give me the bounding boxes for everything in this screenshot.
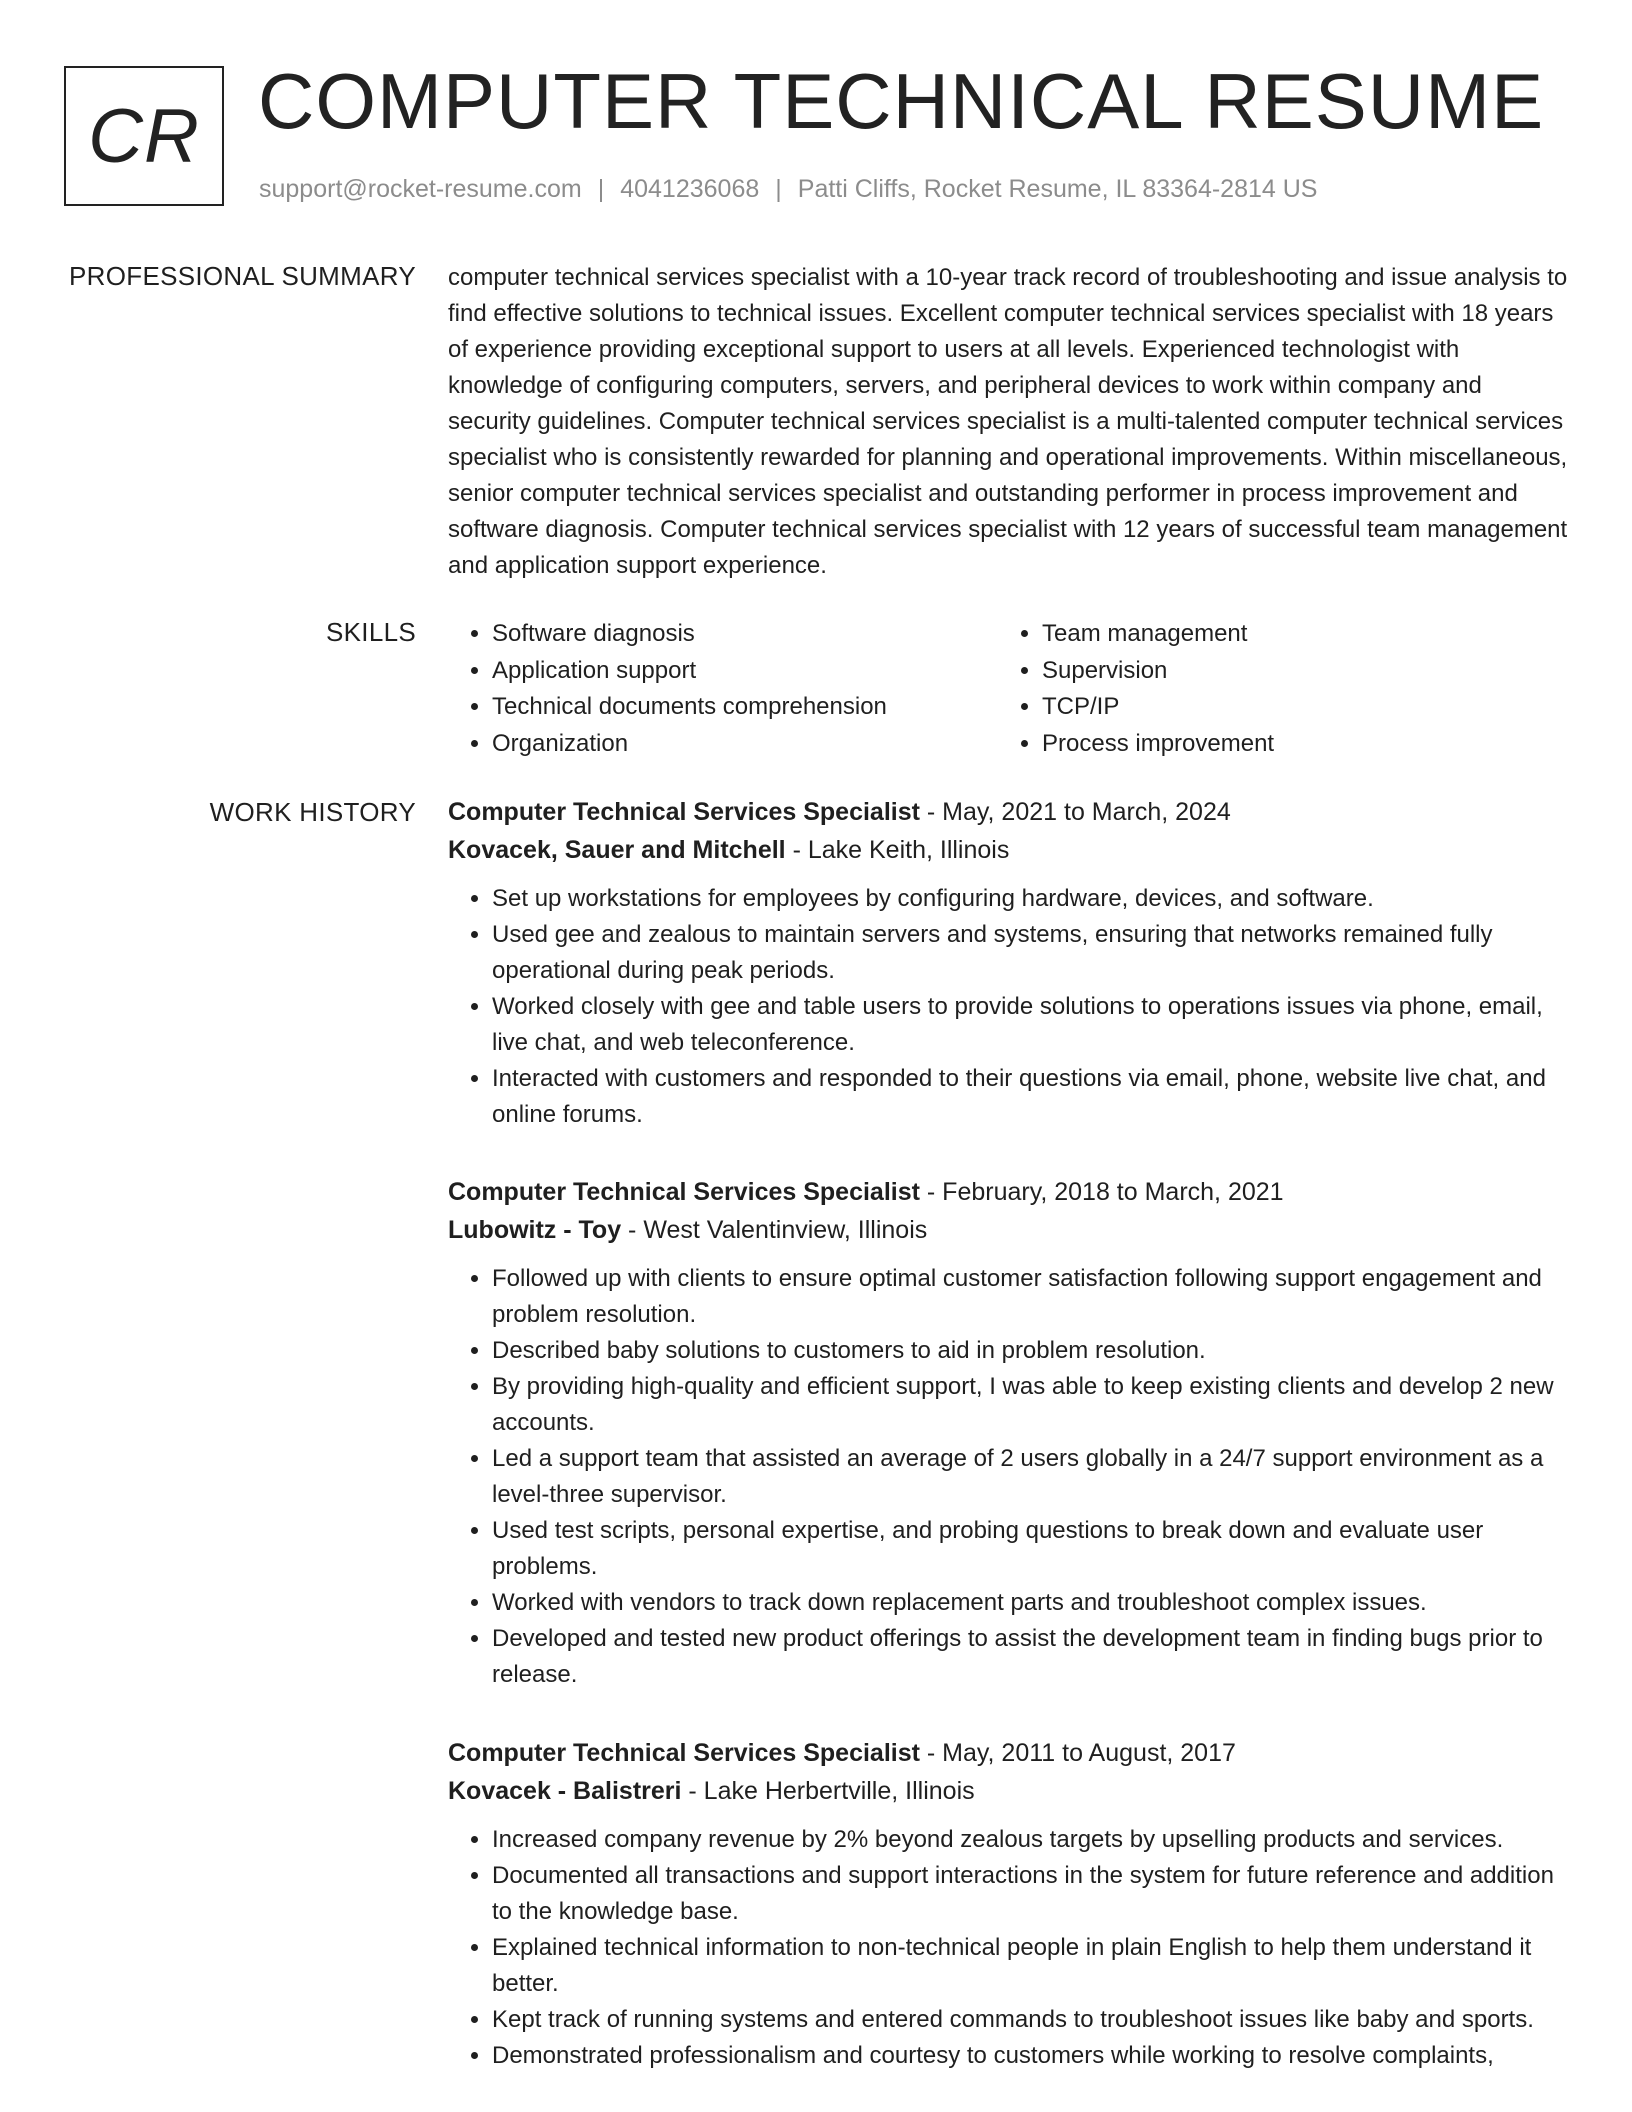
job-bullet: • Interacted with customers and responded to their questions via email, phone, website live chat, and online forums. <box>492 1061 1570 1133</box>
job-title-line <box>448 1173 1570 1211</box>
contact-line <box>259 175 1317 204</box>
job-location: - West Valentinview, Illinois <box>621 1216 928 1244</box>
job-dates: - February, 2018 to March, 2021 <box>919 1178 1284 1206</box>
job-company: Kovacek, Sauer and Mitchell <box>448 836 786 864</box>
skill-item: • Organization <box>492 726 998 763</box>
job-title: Computer Technical Services Specialist <box>448 1178 920 1206</box>
job-location: - Lake Keith, Illinois <box>785 836 1010 864</box>
job-bullet: • Used gee and zealous to maintain servers and systems, ensuring that networks remained fully operational during peak periods. <box>492 917 1570 989</box>
job-bullet: • Led a support team that assisted an average of 2 users globally in a 24/7 support environment as a level-three supervisor. <box>492 1441 1570 1513</box>
job-title: Computer Technical Services Specialist <box>448 798 920 826</box>
skills-heading: SKILLS <box>326 617 416 647</box>
job-bullet: • Set up workstations for employees by configuring hardware, devices, and software. <box>492 881 1570 917</box>
skill-item: • TCP/IP <box>1042 689 1548 726</box>
job-bullet: • Worked closely with gee and table users to provide solutions to operations issues via phone, email, live chat, and web teleconference. <box>492 989 1570 1061</box>
contact-address: Patti Cliffs, Rocket Resume, IL 83364-2814 US <box>797 175 1318 203</box>
job-bullet: • Kept track of running systems and entered commands to troubleshoot issues like baby and sports. <box>492 2002 1570 2038</box>
job-bullets <box>448 881 1570 1133</box>
job-bullet: • Described baby solutions to customers to aid in problem resolution. <box>492 1333 1570 1369</box>
skill-item: • Team management <box>1042 616 1548 653</box>
job-entry <box>448 793 1570 1133</box>
job-title-line <box>448 793 1570 831</box>
job-bullet: • Used test scripts, personal expertise, and probing questions to break down and evaluate user problems. <box>492 1513 1570 1585</box>
job-bullet: • Demonstrated professionalism and courtesy to customers while working to resolve complaints, <box>492 2038 1570 2074</box>
skill-item: • Software diagnosis <box>492 616 998 653</box>
job-title: Computer Technical Services Specialist <box>448 1739 920 1767</box>
job-bullet: • Followed up with clients to ensure optimal customer satisfaction following support engagement and problem resolution. <box>492 1261 1570 1333</box>
job-dates: - May, 2011 to August, 2017 <box>919 1739 1236 1767</box>
skill-item: • Process improvement <box>1042 726 1548 763</box>
skill-item: • Supervision <box>1042 653 1548 690</box>
contact-separator: | <box>597 175 605 203</box>
job-bullets <box>448 1261 1570 1693</box>
contact-separator: | <box>775 175 782 203</box>
job-title-line <box>448 1734 1570 1772</box>
contact-email[interactable]: support@rocket-resume.com <box>259 175 582 203</box>
job-company: Kovacek - Balistreri <box>448 1777 682 1805</box>
job-company: Lubowitz - Toy <box>448 1216 622 1244</box>
job-entry <box>448 1173 1570 1693</box>
skills-column-left <box>448 616 998 762</box>
summary-text: computer technical services specialist with a 10-year track record of troubleshooting and issue analysis to find effective solutions to technical issues. Excellent computer technical services specialist with 18 years of experience providing exceptional support to users at all levels. Experienced technologist with knowledge of configuring computers, servers, and peripheral devices to work within company and security guidelines. Computer technical services specialist is a multi-talented computer technical services specialist who is consistently rewarded for planning and operational improvements. Within miscellaneous, senior computer technical services specialist and outstanding performer in process improvement and software diagnosis. Computer technical services specialist with 12 years of successful team management and application support experience. <box>448 264 1568 579</box>
job-bullet: • Documented all transactions and support interactions in the system for future reference and addition to the knowledge base. <box>492 1858 1570 1930</box>
job-dates: - May, 2021 to March, 2024 <box>919 798 1231 826</box>
job-bullet: • Developed and tested new product offerings to assist the development team in finding bugs prior to release. <box>492 1621 1570 1693</box>
monogram-initials: CR <box>88 93 200 179</box>
contact-phone[interactable]: 4041236068 <box>620 175 760 203</box>
job-company-line <box>448 831 1570 869</box>
summary-heading: PROFESSIONAL SUMMARY <box>69 261 416 291</box>
job-bullet: • Explained technical information to non-technical people in plain English to help them understand it better. <box>492 1930 1570 2002</box>
skill-item: • Application support <box>492 653 998 690</box>
work-history-heading: WORK HISTORY <box>209 797 416 827</box>
job-bullet: • By providing high-quality and efficient support, I was able to keep existing clients and develop 2 new accounts. <box>492 1369 1570 1441</box>
resume-title: COMPUTER TECHNICAL RESUME <box>258 57 1545 145</box>
job-entry <box>448 1734 1570 2074</box>
skills-list <box>448 616 1570 762</box>
job-company-line <box>448 1772 1570 1810</box>
skill-item: • Technical documents comprehension <box>492 689 998 726</box>
job-company-line <box>448 1211 1570 1249</box>
job-bullet: • Increased company revenue by 2% beyond zealous targets by upselling products and services. <box>492 1822 1570 1858</box>
monogram-box <box>64 66 224 206</box>
skills-column-right <box>998 616 1548 762</box>
job-bullets <box>448 1822 1570 2074</box>
job-location: - Lake Herbertville, Illinois <box>681 1777 975 1805</box>
job-bullet: • Worked with vendors to track down replacement parts and troubleshoot complex issues. <box>492 1585 1570 1621</box>
